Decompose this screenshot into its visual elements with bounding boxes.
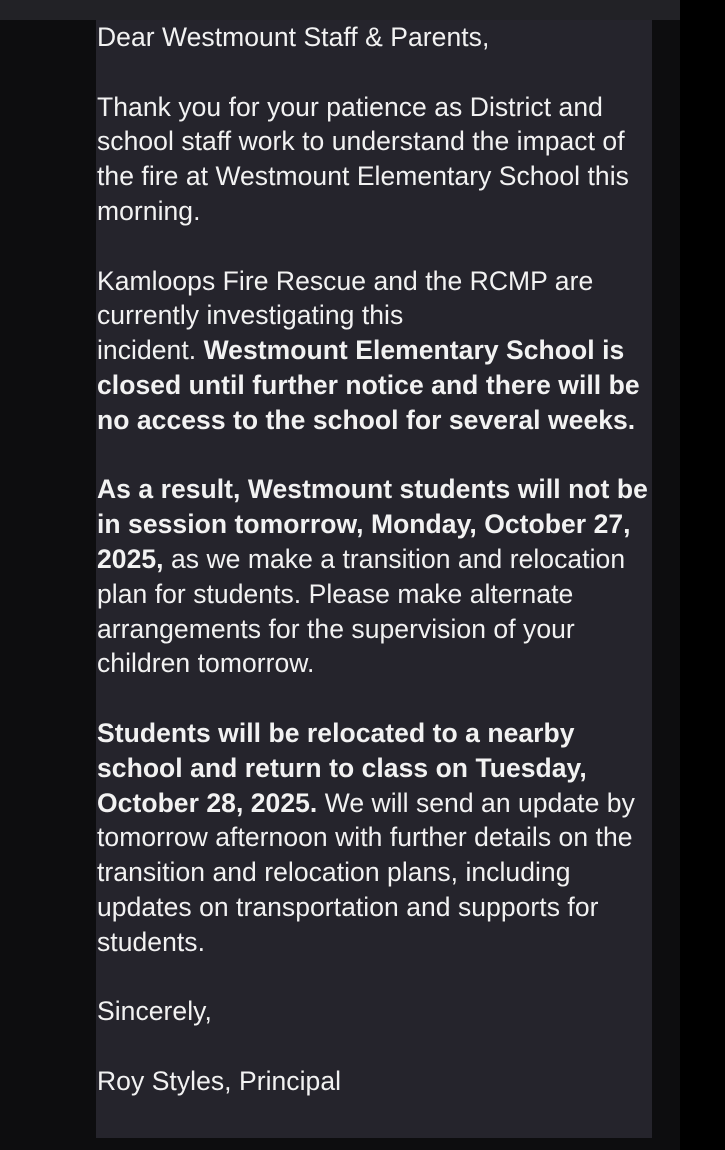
paragraph-3-bold: As a result, Westmount students will not be in session tomorrow, Monday, October 27, 2025, — [97, 474, 648, 574]
paragraph-2-plain: incident. — [97, 335, 204, 366]
email-body — [97, 20, 653, 1099]
email-paragraph-3 — [97, 472, 653, 681]
email-closing: Sincerely, — [97, 996, 212, 1027]
email-signature: Roy Styles, Principal — [97, 1065, 342, 1096]
email-paragraph-4 — [97, 716, 653, 960]
email-greeting: Dear Westmount Staff & Parents, — [97, 22, 490, 52]
paragraph-4-plain: We will send an update by tomorrow afternoon with further details on the transition and relocation plans, including updates on transportation and supports for students. — [97, 787, 635, 957]
left-margin — [0, 20, 96, 1150]
email-paragraph-1: Thank you for your patience as District and school staff work to understand the impact of the fire at Westmount Elementary School this morning. — [97, 91, 629, 226]
paragraph-4-bold: Students will be relocated to a nearby school and return to class on Tuesday, October 28, 2025. — [97, 717, 587, 818]
paragraph-2-bold: Westmount Elementary School is closed until further notice and there will be no access to the school for several weeks. — [97, 335, 640, 435]
paragraph-2-line-1: Kamloops Fire Rescue and the RCMP are currently investigating this — [97, 265, 594, 331]
email-paragraph-2 — [97, 264, 653, 438]
right-edge-strip — [680, 0, 725, 1150]
bottom-strip — [0, 1138, 680, 1150]
paragraph-3-plain: as we make a transition and relocation plan for students. Please make alternate arrangements for the supervision of your children tomorrow. — [97, 543, 626, 679]
top-bar — [0, 0, 680, 20]
